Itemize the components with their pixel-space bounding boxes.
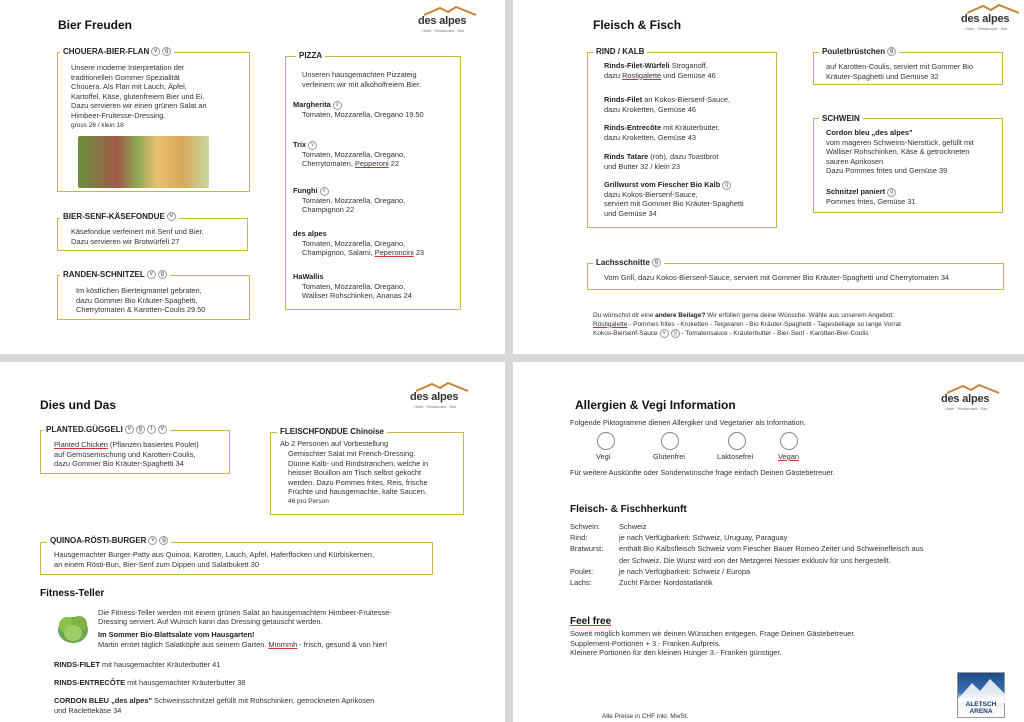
lettuce-icon xyxy=(55,611,91,645)
herkunft-key: Schwein: xyxy=(570,522,600,531)
vegi-icon xyxy=(597,432,615,450)
herkunft-title: Fleisch- & Fischherkunft xyxy=(570,504,687,515)
glutenfrei-icon: g xyxy=(162,47,171,56)
herkunft-value: je nach Verfügbarkeit: Schweiz, Uruguay, Paraguay xyxy=(619,533,788,543)
des-alpes-logo: des alpes Hotel · Restaurant · Bar xyxy=(961,4,1023,32)
herkunft-key: Rind: xyxy=(570,533,588,543)
aletsch-arena-logo: ALETSCH ARENA xyxy=(957,672,1005,718)
flan-salad-photo xyxy=(78,136,209,188)
herkunft-key: Lachs: xyxy=(570,578,592,587)
vegi-icon: v xyxy=(148,536,157,545)
herkunft-key: Poulet: xyxy=(570,566,594,576)
laktosefrei-icon xyxy=(728,432,746,450)
herkunft-value: enthält Bio Kalbsfleisch Schweiz vom Fiescher Bauer Romeo Zeiter und Schweinefleisch aus xyxy=(619,544,924,554)
vegi-icon: v xyxy=(125,425,134,434)
planted-heading: PLANTED.GÜGGELI v g l V xyxy=(43,425,170,434)
feel-free-title: Feel free xyxy=(570,616,612,627)
pizza-heading: PIZZA xyxy=(296,51,325,60)
des-alpes-logo: des alpes Hotel · Restaurant · Bar xyxy=(410,382,472,410)
schwein-heading: SCHWEIN xyxy=(819,114,863,123)
menu-page-fleisch-fisch: Fleisch & Fisch des alpes Hotel · Restaurant · Bar RIND / KALB Rinds-Filet-Würfeli Stroganoff, dazu Rostigalette und Gemüse 46 Rinds-Filet an Kokos-Biersenf-Sauce, dazu Kroketten, Gemüse 46 Rinds-Entrecôte mit Kräuterbutter, dazu Kroketten, Gemüse 43 Rinds Tatare (roh), dazu Toastbrot und Butter 32 / klein 23 Grillwurst vom Fiescher Bio Kalb g dazu Kokos-Biersenf-Sauce, serviert mit Gommer Bio Kräuter-Spaghetti und Gemüse 34 Pouletbrüstchen g auf Karotten-Coulis, serviert mit Gommer Bio Kräuter-Spaghetti und Gemüse 32 SCHWEIN Cordon bleu „des alpes" vom mageren Schweins-Nierstück, gefüllt mit Walliser Rohschinken, Käse & getrockneten sauren Aprikosen Dazu Pommes frites und Gemüse 39 Schnitzel paniert g Pommes frites, Gemüse 31 Lachsschnitte g Vom Grill, dazu Kokos-Biersenf-Sauce, serviert mit Gommer Bio Kräuter-Spaghetti und Cherrytomaten 34 Du wünschst dir eine andere Beilage? Wir erfüllen gerne deine Wünsche. Wähle aus unserem Angebot: Röstigalette - Pommes frites - Kroketten - Teigwaren - Bio Kräuter-Spaghetti - Tagesbeilage so lange Vorrat Kokos-Biersenf-Sauce v g - Tomatensauce - Kräuterbutter - Bier-Senf - Karotten-Bier-Coulis xyxy=(513,0,1024,354)
fitness-title: Fitness-Teller xyxy=(40,588,105,599)
vegan-icon: V xyxy=(158,425,167,434)
des-alpes-logo: des alpes Hotel · Restaurant · Bar xyxy=(941,384,1003,412)
glutenfrei-icon: g xyxy=(159,536,168,545)
vegi-icon: v xyxy=(167,212,176,221)
herkunft-value: Schweiz xyxy=(619,522,647,531)
randen-heading: RANDEN-SCHNITZEL v g xyxy=(60,270,170,279)
allergen-icon-row: Vegi Glutenfrei Laktosefrei Vegan xyxy=(593,432,813,464)
bsk-heading: BIER-SENF-KÄSEFONDUE v xyxy=(60,212,179,221)
menu-page-bier-freuden: Bier Freuden des alpes Hotel · Restaurant · Bar CHOUERA-BIER-FLAN v g Unsere moderne Interpretation der traditionellen Gommer Spezialität Chouera. Als Flan mit Lauch, Äpfel, Kartoffel, Käse, glutenfreiem Bier und Ei. Dazu servieren wir einen grünen Salat an Himbeer-Fruitesse-Dressing. gross 26 / klein 18 BIER-SENF-KÄSEFONDUE v Käsefondue verfeinert mit Senf und Bier. Dazu servieren wir Brotwürfeli 27 RANDEN-SCHNITZEL v g Im köstlichen Bierteigmantel gebraten, dazu Gommer Bio Kräuter-Spaghetti, Cherrytomaten & Karotten-Coulis 29.50 PIZZA Unseren hausgemachten Pizzateig verfeinern wir mit alkoholfreiem Bier. Margherita v Tomaten, Mozzarella, Oregano 19.50 Trix v Tomaten, Mozzarella, Oregano, Cherrytomaten, Pepperoni 22 Funghi v Tomaten, Mozzarella, Oregano, Champignon 22 des alpes Tomaten, Mozzarella, Oregano, Champignon, Salami, Peperoncini 23 HaWallis Tomaten, Mozzarella, Oregano, Walliser Rohschinken, Ananas 24 xyxy=(0,0,505,354)
beilage-note: Du wünschst dir eine andere Beilage? Wir erfüllen gerne deine Wünsche. Wähle aus unserem Angebot: Röstigalette - Pommes frites - Kroketten - Teigwaren - Bio Kräuter-Spaghetti - Tagesbeilage so lange Vorrat Kokos-Biersenf-Sauce v g - Tomatensauce - Kräuterbutter - Bier-Senf - Karotten-Bier-Coulis xyxy=(593,312,901,338)
herkunft-key: Bratwurst: xyxy=(570,544,604,554)
herkunft-value: der Schweiz. Die Wurst wird von der Metzgerei Nessier exklusiv für uns hergestellt. xyxy=(619,555,891,565)
vegi-icon: v xyxy=(151,47,160,56)
chouera-heading: CHOUERA-BIER-FLAN v g xyxy=(60,47,174,56)
vegi-icon: v xyxy=(147,270,156,279)
menu-page-allergien: Allergien & Vegi Information des alpes Hotel · Restaurant · Bar Folgende Piktogramme dienen Allergiker und Vegetarier als Information. Vegi Glutenfrei Laktosefrei Vegan Für weitere Auskünfte oder Sonderwünsche frage einfach Deinen Gästebetreuer. Fleisch- & Fischherkunft Schwein: Schweiz Rind: je nach Verfügbarkeit: Schweiz, Uruguay, Paraguay Bratwurst: enthält Bio Kalbsfleisch Schweiz vom Fiescher Bauer Romeo Zeiter und Schweinefleisch aus der Schweiz. Die Wurst wird von der Metzgerei Nessier exklusiv für uns hergestellt. Poulet: je nach Verfügbarkeit: Schweiz / Europa Lachs: Zucht Färöer Nordostatlantik Feel free Soweit möglich kommen wir deinen Wünschen entgegen. Frage Deinen Gästebetreuer. Supplement-Portionen + 3.- Franken Aufpreis. Kleinere Portionen für den kleinen Hunger 3.- Franken günstiger. Alle Preise in CHF inkl. MwSt. ALETSCH ARENA xyxy=(513,362,1024,722)
page-title: Fleisch & Fisch xyxy=(593,18,682,32)
vegan-icon xyxy=(780,432,798,450)
glutenfrei-icon: g xyxy=(887,47,896,56)
page-title: Allergien & Vegi Information xyxy=(575,398,736,412)
vegi-icon: v xyxy=(308,141,317,150)
des-alpes-logo: des alpes Hotel · Restaurant · Bar xyxy=(418,6,480,34)
vegi-icon: v xyxy=(333,101,342,110)
page-title: Dies und Das xyxy=(40,398,117,412)
lachs-heading: Lachsschnitte g xyxy=(593,258,664,267)
herkunft-value: je nach Verfügbarkeit: Schweiz / Europa xyxy=(619,566,751,576)
glutenfrei-icon: g xyxy=(136,425,145,434)
page-title: Bier Freuden xyxy=(58,18,133,32)
glutenfrei-icon: g xyxy=(887,188,896,197)
herkunft-value: Zucht Färöer Nordostatlantik xyxy=(619,578,713,587)
poulet-heading: Pouletbrüstchen g xyxy=(819,47,899,56)
glutenfrei-icon: g xyxy=(671,329,680,338)
laktosefrei-icon: l xyxy=(147,425,156,434)
rind-heading: RIND / KALB xyxy=(593,47,647,56)
glutenfrei-icon xyxy=(661,432,679,450)
footer-note: Alle Preise in CHF inkl. MwSt. xyxy=(602,713,689,720)
fondue-heading: FLEISCHFONDUE Chinoise xyxy=(277,427,387,436)
menu-page-dies-und-das: Dies und Das des alpes Hotel · Restaurant · Bar PLANTED.GÜGGELI v g l V Planted Chicken (Pflanzen basiertes Poulet) auf Gemüsemischung und Karotten-Coulis, dazu Gommer Bio Kräuter-Spaghetti 34 FLEISCHFONDUE Chinoise Ab 2 Personen auf Vorbestellung Gemischter Salat mit French-Dressing. Dünne Kalb- und Rindstranchen, welche in heisser Bouillon am Tisch selbst gekocht werden. Dazu Pommes frites, Reis, frische Früchte und hausgemachte, kalte Saucen. 46 pro Person QUINOA-RÖSTI-BURGER v g Hausgemachter Burger-Patty aus Quinoa, Karotten, Lauch, Apfel, Haferflocken und Kürbiskernen, an einem Rösti-Bun, Bier-Senf zum Dippen und Salatbukett 30 Fitness-Teller Die Fitness-Teller werden mit einem grünen Salat an hausgemachtem Himbeer-Fruitesse- Dressing serviert. Auf Wunsch kann das Dressing getauscht werden. Im Sommer Bio-Blattsalate vom Hausgarten! Martin erntet täglich Salatköpfe aus seinem Garten. Mmmmh - frisch, gesund & von hier! RINDS-FILET mit hausgemachter Kräuterbutter 41 RINDS-ENTRECÔTE mit hausgemachter Kräuterbutter 38 CORDON BLEU „des alpes" Schweinsschnitzel gefüllt mit Rohschinken, getrockneten Aprikosen und Raclettekäse 34 xyxy=(0,362,505,722)
glutenfrei-icon: g xyxy=(722,181,731,190)
quinoa-heading: QUINOA-RÖSTI-BURGER v g xyxy=(47,536,171,545)
vegi-icon: v xyxy=(660,329,669,338)
glutenfrei-icon: g xyxy=(158,270,167,279)
glutenfrei-icon: g xyxy=(652,258,661,267)
vegi-icon: v xyxy=(320,187,329,196)
